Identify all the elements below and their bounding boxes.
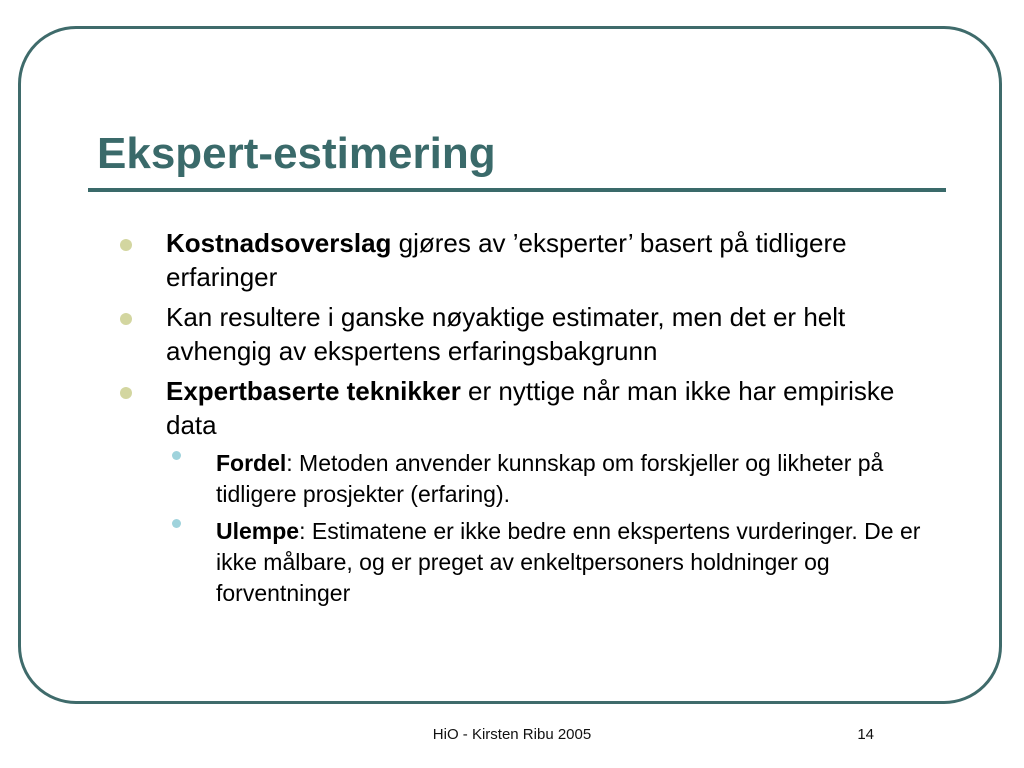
title-underline	[88, 188, 946, 192]
subbullet-text: : Metoden anvender kunnskap om forskjeller og likheter på tidligere prosjekter (erfaring).	[216, 450, 884, 507]
bullet-item-1	[120, 226, 950, 294]
bullet-dot-icon	[120, 313, 132, 325]
bullet-dot-icon	[120, 239, 132, 251]
bullet-bold-text: Expertbaserte teknikker	[166, 376, 461, 406]
subbullet-text: : Estimatene er ikke bedre enn ekspertens vurderinger. De er ikke målbare, og er preget av enkeltpersoners holdninger og forventninger	[216, 518, 921, 606]
subbullet-bold-text: Fordel	[216, 450, 287, 476]
bullet-dot-icon	[120, 387, 132, 399]
subbullet-dot-icon	[172, 519, 181, 528]
bullet-bold-text: Kostnadsoverslag	[166, 228, 392, 258]
bullet-text: er nyttige når man ikke har empiriske data	[166, 376, 895, 440]
bullet-text: Kan resultere i ganske nøyaktige estimater, men det er helt avhengig av ekspertens erfaringsbakgrunn	[166, 302, 846, 366]
bullet-item-2	[120, 300, 950, 368]
subbullet-dot-icon	[172, 451, 181, 460]
page-number: 14	[857, 726, 874, 743]
subbullet-bold-text: Ulempe	[216, 518, 300, 544]
subbullet-item-2	[170, 516, 950, 609]
footer-author: HiO - Kirsten Ribu 2005	[432, 726, 592, 743]
bullet-text: gjøres av ’eksperter’ basert på tidligere erfaringer	[166, 228, 847, 292]
subbullet-item-1	[170, 448, 950, 510]
slide-content	[120, 226, 950, 615]
slide-title: Ekspert-estimering	[97, 129, 496, 178]
bullet-item-3	[120, 374, 950, 442]
